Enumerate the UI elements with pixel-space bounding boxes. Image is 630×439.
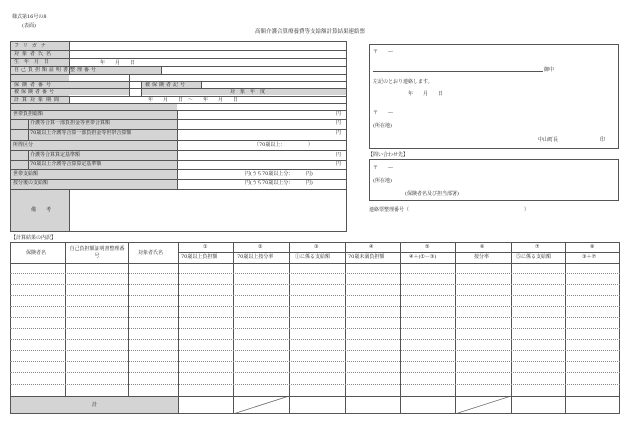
form-title: 高額介護合算療養費等支給額計算結果連絡票 xyxy=(255,29,366,35)
col-3-label: ①に係る支給額 xyxy=(295,254,331,260)
kaigo-kijun-label: 介護等合算算定基準額 xyxy=(30,152,81,158)
bikou-label: 備 考 xyxy=(31,207,52,213)
col-1-label: 70歳以上負担額 xyxy=(181,254,218,260)
form-side: (表面) xyxy=(22,23,36,29)
col-7-label: ⑤に係る支給額 xyxy=(516,254,552,260)
yen-4: 円 xyxy=(336,152,342,158)
col-seiri-no: 自己負担額証明書整理番号 xyxy=(69,246,125,259)
table-row xyxy=(10,372,620,373)
postal-3: 〒 ― xyxy=(373,165,394,171)
table-row xyxy=(10,273,620,274)
insurer-label: 保険者番号 xyxy=(14,82,55,88)
col-8-num: ⑧ xyxy=(590,244,595,250)
col-3-num: ③ xyxy=(314,244,319,250)
toiawase-label: 【問い合わせ先】 xyxy=(368,152,409,158)
col-5-num: ⑤ xyxy=(425,244,430,250)
setai-shikyu-label: 世帯支給額 xyxy=(13,171,39,177)
table-row xyxy=(10,384,620,385)
sender-name: 中山町長 xyxy=(538,137,559,143)
anbun-shikyu-uchi70: 円(うち70歳以上分： 円) xyxy=(245,180,313,186)
shotoku-label: 所得区分 xyxy=(13,142,34,148)
col-6-label: 按分率 xyxy=(474,254,490,260)
col-4-num: ④ xyxy=(369,244,374,250)
period-value: 年 月 日 〜 年 月 日 xyxy=(148,97,239,103)
table-row xyxy=(10,328,620,329)
sender-address-2: (所在地) xyxy=(373,178,392,184)
kaigo-ichibu-label: 介護等合算一部負担金等世帯合算額 xyxy=(30,120,111,126)
table-row xyxy=(10,306,620,307)
address-box xyxy=(369,44,619,149)
postal-2: 〒 ― xyxy=(373,110,394,116)
table-row xyxy=(10,295,620,296)
col-hokensha: 保険者名 xyxy=(26,250,47,256)
insured-label: 被保険者番号 xyxy=(14,89,57,95)
furigana-label: フリガナ xyxy=(14,43,50,49)
sai70-bracket: （70歳以上： ） xyxy=(254,142,313,148)
period-label: 計算対象期間 xyxy=(14,97,63,103)
nendo-label: 対象年度 xyxy=(230,89,271,95)
hoken-name: (保険者名及び担当部署) xyxy=(405,191,459,197)
renraku-seiri-no: 連絡票整理番号（ ） xyxy=(369,207,530,213)
col-2-label: 70歳以上按分率 xyxy=(237,254,274,260)
sai70-kijun-label: 70歳以上介護等合算算定基準額 xyxy=(30,161,102,167)
col-7-num: ⑦ xyxy=(535,244,540,250)
yen-1: 円 xyxy=(336,111,342,117)
table-row xyxy=(10,284,620,285)
calc-title: 【計算結果の内訳】 xyxy=(11,235,57,241)
col-6-num: ⑥ xyxy=(480,244,485,250)
col-2-num: ② xyxy=(258,244,263,250)
table-row xyxy=(10,339,620,340)
total-diagonal-2 xyxy=(455,396,511,414)
onchu: 御中 xyxy=(544,67,555,73)
setai-shikyu-uchi70: 円(うち70歳以上分： 円) xyxy=(245,171,313,177)
col-5-label: ④＋(①－③) xyxy=(409,254,437,260)
sai70-ichibu-label: 70歳以上介護等合算一部負担金等世帯合算額 xyxy=(30,130,132,136)
postal-1: 〒 ― xyxy=(373,49,394,55)
table-row xyxy=(10,361,620,362)
setai-futan-label: 世帯負担総額 xyxy=(13,111,44,117)
sender-address-1: (所在地) xyxy=(373,123,392,129)
col-taishosha: 対象者氏名 xyxy=(138,250,164,256)
name-label: 対象者氏名 xyxy=(14,51,55,57)
form-number: 様式第16号の8 xyxy=(12,14,47,20)
date-value: 年 月 日 xyxy=(408,91,444,97)
birth-label: 生年月日 xyxy=(14,59,55,65)
col-4-label: 70歳未満負担額 xyxy=(348,254,385,260)
seal-mark: 印 xyxy=(600,137,606,143)
anbun-shikyu-label: 按分後の支給額 xyxy=(13,180,49,186)
yen-3: 円 xyxy=(336,130,342,136)
kigou-label: 被保険者記号 xyxy=(145,82,188,88)
certificate-label: 自己負担額証明書整理番号 xyxy=(14,67,99,73)
table-row xyxy=(10,317,620,318)
col-1-num: ① xyxy=(203,244,208,250)
renraku-message: 左記のとおり連絡します。 xyxy=(373,79,433,85)
birth-date-value: 年 月 日 xyxy=(100,60,136,66)
total-diagonal-1 xyxy=(233,396,289,414)
col-8-label: ③＋⑦ xyxy=(582,254,596,260)
total-label: 計 xyxy=(92,402,98,408)
yen-2: 円 xyxy=(336,120,342,126)
yen-5: 円 xyxy=(336,161,342,167)
table-row xyxy=(10,350,620,351)
